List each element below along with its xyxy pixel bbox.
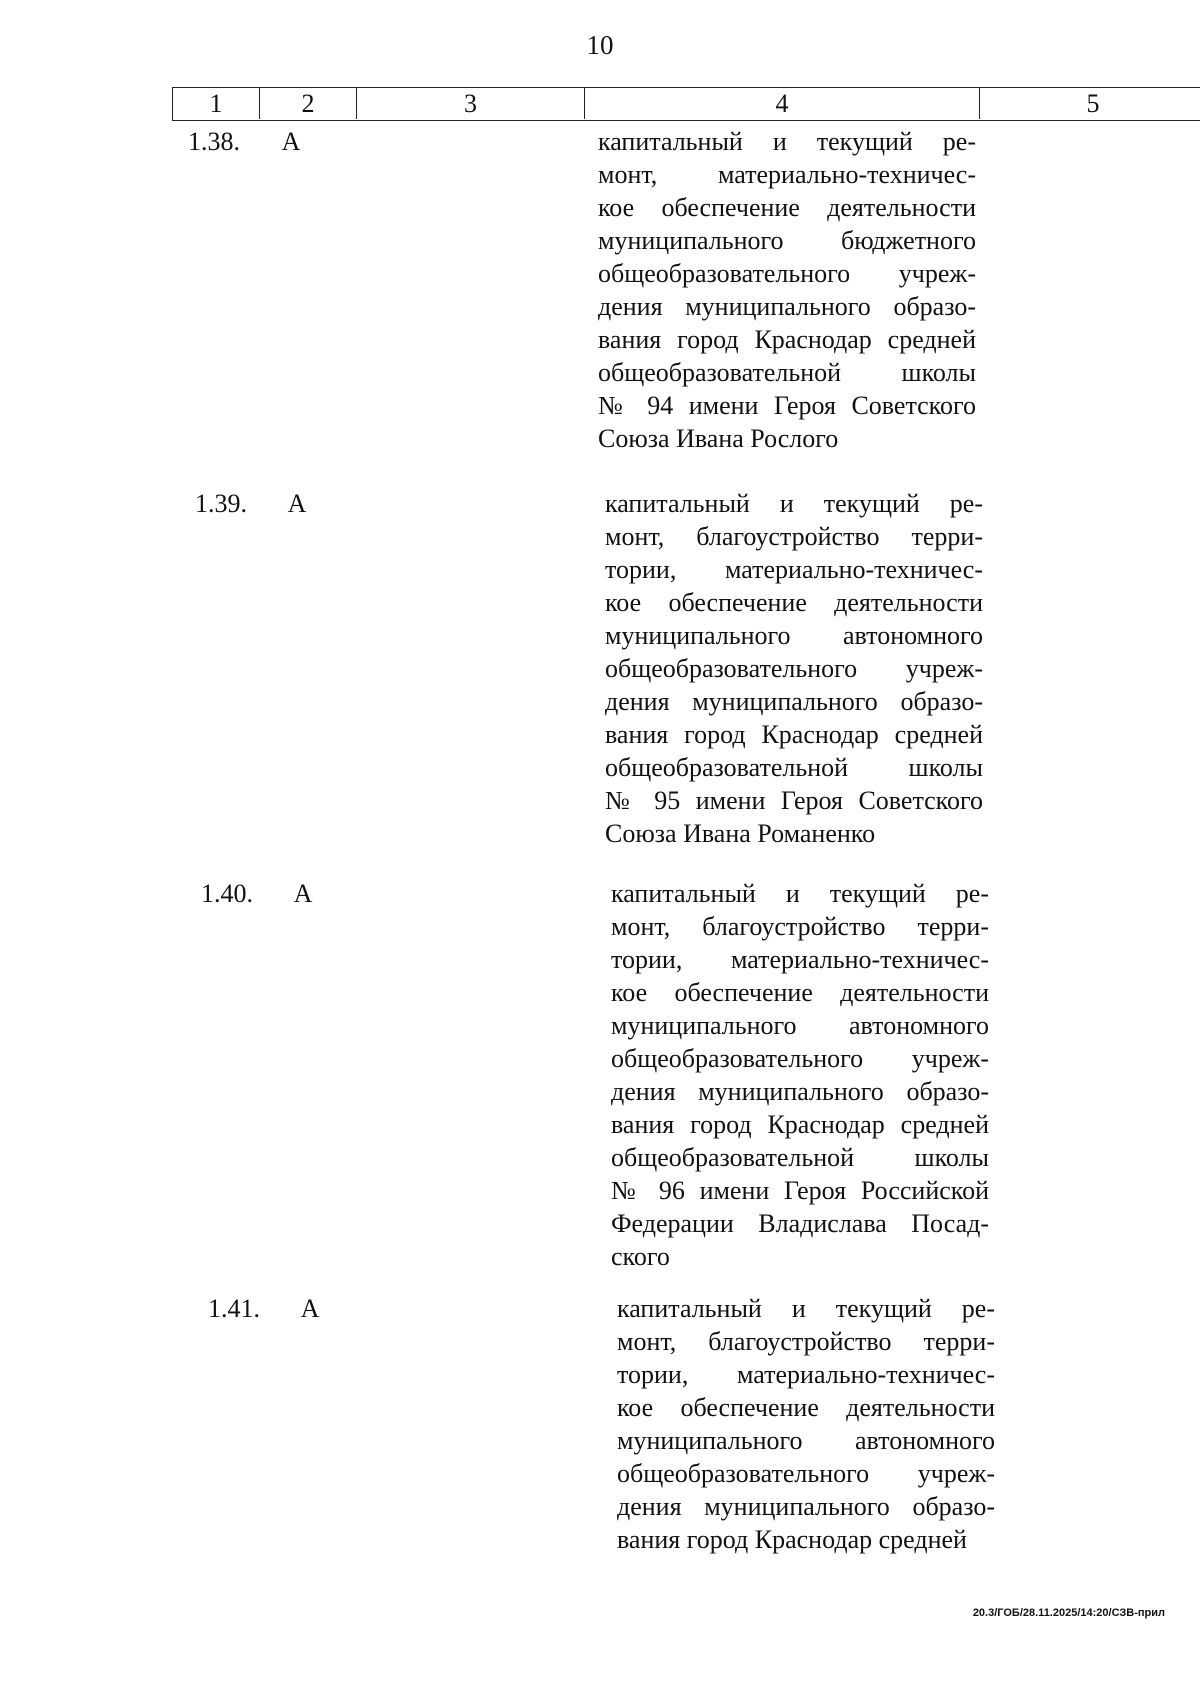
description-line: монт, благоустройство терри- [611, 912, 989, 941]
description-line: кое обеспечение деятельности [598, 193, 976, 222]
page-number: 10 [586, 30, 614, 60]
row-description [611, 877, 989, 1273]
description-line: муниципального автономного [617, 1426, 995, 1455]
description-line: кое обеспечение деятельности [611, 978, 989, 1007]
description-line: монт, благоустройство терри- [617, 1327, 995, 1356]
row-category: А [281, 127, 301, 156]
description-line: Союза Ивана Романенко [605, 819, 876, 848]
description-line: общеобразовательного учреж- [617, 1459, 995, 1488]
description-line: ского [611, 1242, 670, 1271]
description-line: вания город Краснодар средней [611, 1110, 989, 1139]
description-line: дения муниципального образо- [611, 1077, 989, 1106]
description-line: муниципального бюджетного [598, 226, 976, 255]
description-line: монт, материально-техничес- [598, 160, 976, 189]
description-line: муниципального автономного [611, 1011, 989, 1040]
header-col-2: 2 [260, 88, 357, 119]
description-line: муниципального автономного [605, 621, 983, 650]
header-col-1: 1 [173, 88, 260, 119]
description-line: вания город Краснодар средней [617, 1525, 967, 1554]
description-line: вания город Краснодар средней [605, 720, 983, 749]
description-line: дения муниципального образо- [605, 687, 983, 716]
description-line: № 95 имени Героя Советского [605, 786, 983, 815]
row-number: 1.39. [195, 489, 247, 518]
description-line: тории, материально-техничес- [611, 945, 989, 974]
row-number: 1.38. [188, 127, 240, 156]
description-line: № 96 имени Героя Российской [611, 1176, 989, 1205]
description-line: № 94 имени Героя Советского [598, 391, 976, 420]
description-line: кое обеспечение деятельности [605, 588, 983, 617]
description-line: дения муниципального образо- [617, 1492, 995, 1521]
row-description [605, 487, 983, 850]
description-line: общеобразовательного учреж- [598, 259, 976, 288]
description-line: тории, материально-техничес- [605, 555, 983, 584]
description-line: общеобразовательного учреж- [605, 654, 983, 683]
document-registration-code: 20.3/ГОБ/28.11.2025/14:20/СЗВ-прил [972, 1607, 1165, 1619]
description-line: Союза Ивана Рослого [598, 424, 839, 453]
row-category: А [293, 879, 313, 908]
row-description [617, 1292, 995, 1556]
row-number: 1.41. [208, 1294, 260, 1323]
description-line: общеобразовательной школы [611, 1143, 989, 1172]
description-line: вания город Краснодар средней [598, 325, 976, 354]
header-col-4: 4 [585, 88, 980, 119]
table-header [172, 87, 1200, 121]
description-line: капитальный и текущий ре- [611, 879, 989, 908]
description-line: общеобразовательного учреж- [611, 1044, 989, 1073]
row-number: 1.40. [201, 879, 253, 908]
row-category: А [287, 489, 307, 518]
header-col-3: 3 [357, 88, 585, 119]
row-description [598, 125, 976, 455]
description-line: дения муниципального образо- [598, 292, 976, 321]
description-line: общеобразовательной школы [605, 753, 983, 782]
description-line: тории, материально-техничес- [617, 1360, 995, 1389]
description-line: капитальный и текущий ре- [598, 127, 976, 156]
description-line: кое обеспечение деятельности [617, 1393, 995, 1422]
description-line: капитальный и текущий ре- [617, 1294, 995, 1323]
description-line: капитальный и текущий ре- [605, 489, 983, 518]
description-line: общеобразовательной школы [598, 358, 976, 387]
description-line: монт, благоустройство терри- [605, 522, 983, 551]
row-category: А [300, 1294, 320, 1323]
description-line: Федерации Владислава Посад- [611, 1209, 989, 1238]
header-col-5: 5 [1086, 89, 1100, 118]
